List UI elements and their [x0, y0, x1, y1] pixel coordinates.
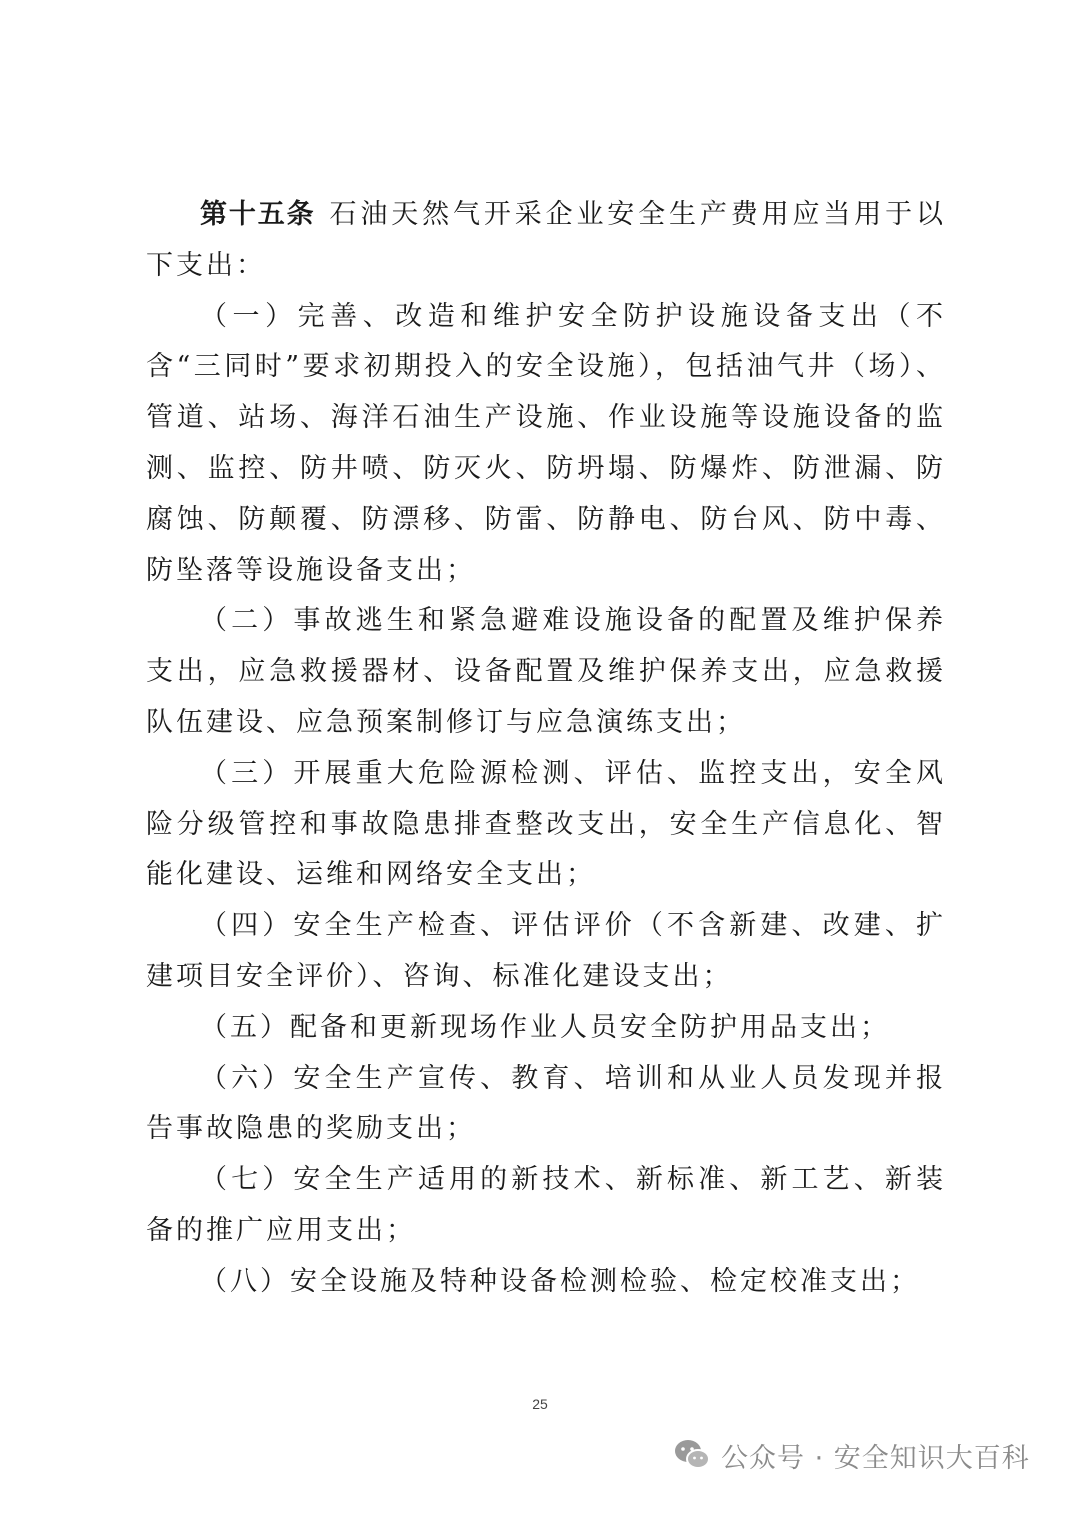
- list-item: （一）完善、改造和维护安全防护设施设备支出（不含“三同时”要求初期投入的安全设施），包括油气井（场）、管道、站场、海洋石油生产设施、作业设施等设施设备的监测、监控、防井喷、防灭火、防坍塌、防爆炸、防泄漏、防腐蚀、防颠覆、防漂移、防雷、防静电、防台风、防中毒、防坠落等设施设备支出；: [146, 300, 946, 586]
- article-number: 第十五条: [200, 199, 316, 230]
- article-body: [146, 190, 946, 1308]
- list-item: （二）事故逃生和紧急避难设施设备的配置及维护保养支出，应急救援器材、设备配置及维护保养支出，应急救援队伍建设、应急预案制修订与应急演练支出；: [146, 605, 946, 738]
- watermark-text: 公众号 · 安全知识大百科: [721, 1442, 1030, 1474]
- article-intro: 石油天然气开采企业安全生产费用应当用于以下支出：: [146, 199, 947, 281]
- list-item: （四）安全生产检查、评估评价（不含新建、改建、扩建项目安全评价）、咨询、标准化建设支出；: [146, 910, 946, 992]
- watermark: [673, 1433, 1030, 1477]
- list-item: （七）安全生产适用的新技术、新标准、新工艺、新装备的推广应用支出；: [146, 1164, 946, 1246]
- list-item: （八）安全设施及特种设备检测检验、检定校准支出；: [200, 1265, 920, 1297]
- list-item: （五）配备和更新现场作业人员安全防护用品支出；: [200, 1011, 890, 1043]
- wechat-icon: [673, 1438, 711, 1472]
- list-item: （六）安全生产宣传、教育、培训和从业人员发现并报告事故隐患的奖励支出；: [146, 1062, 946, 1145]
- article-heading-paragraph: [146, 190, 946, 292]
- page-number: 25: [532, 1396, 548, 1412]
- list-item: （三）开展重大危险源检测、评估、监控支出，安全风险分级管控和事故隐患排查整改支出，安全生产信息化、智能化建设、运维和网络安全支出；: [146, 757, 946, 891]
